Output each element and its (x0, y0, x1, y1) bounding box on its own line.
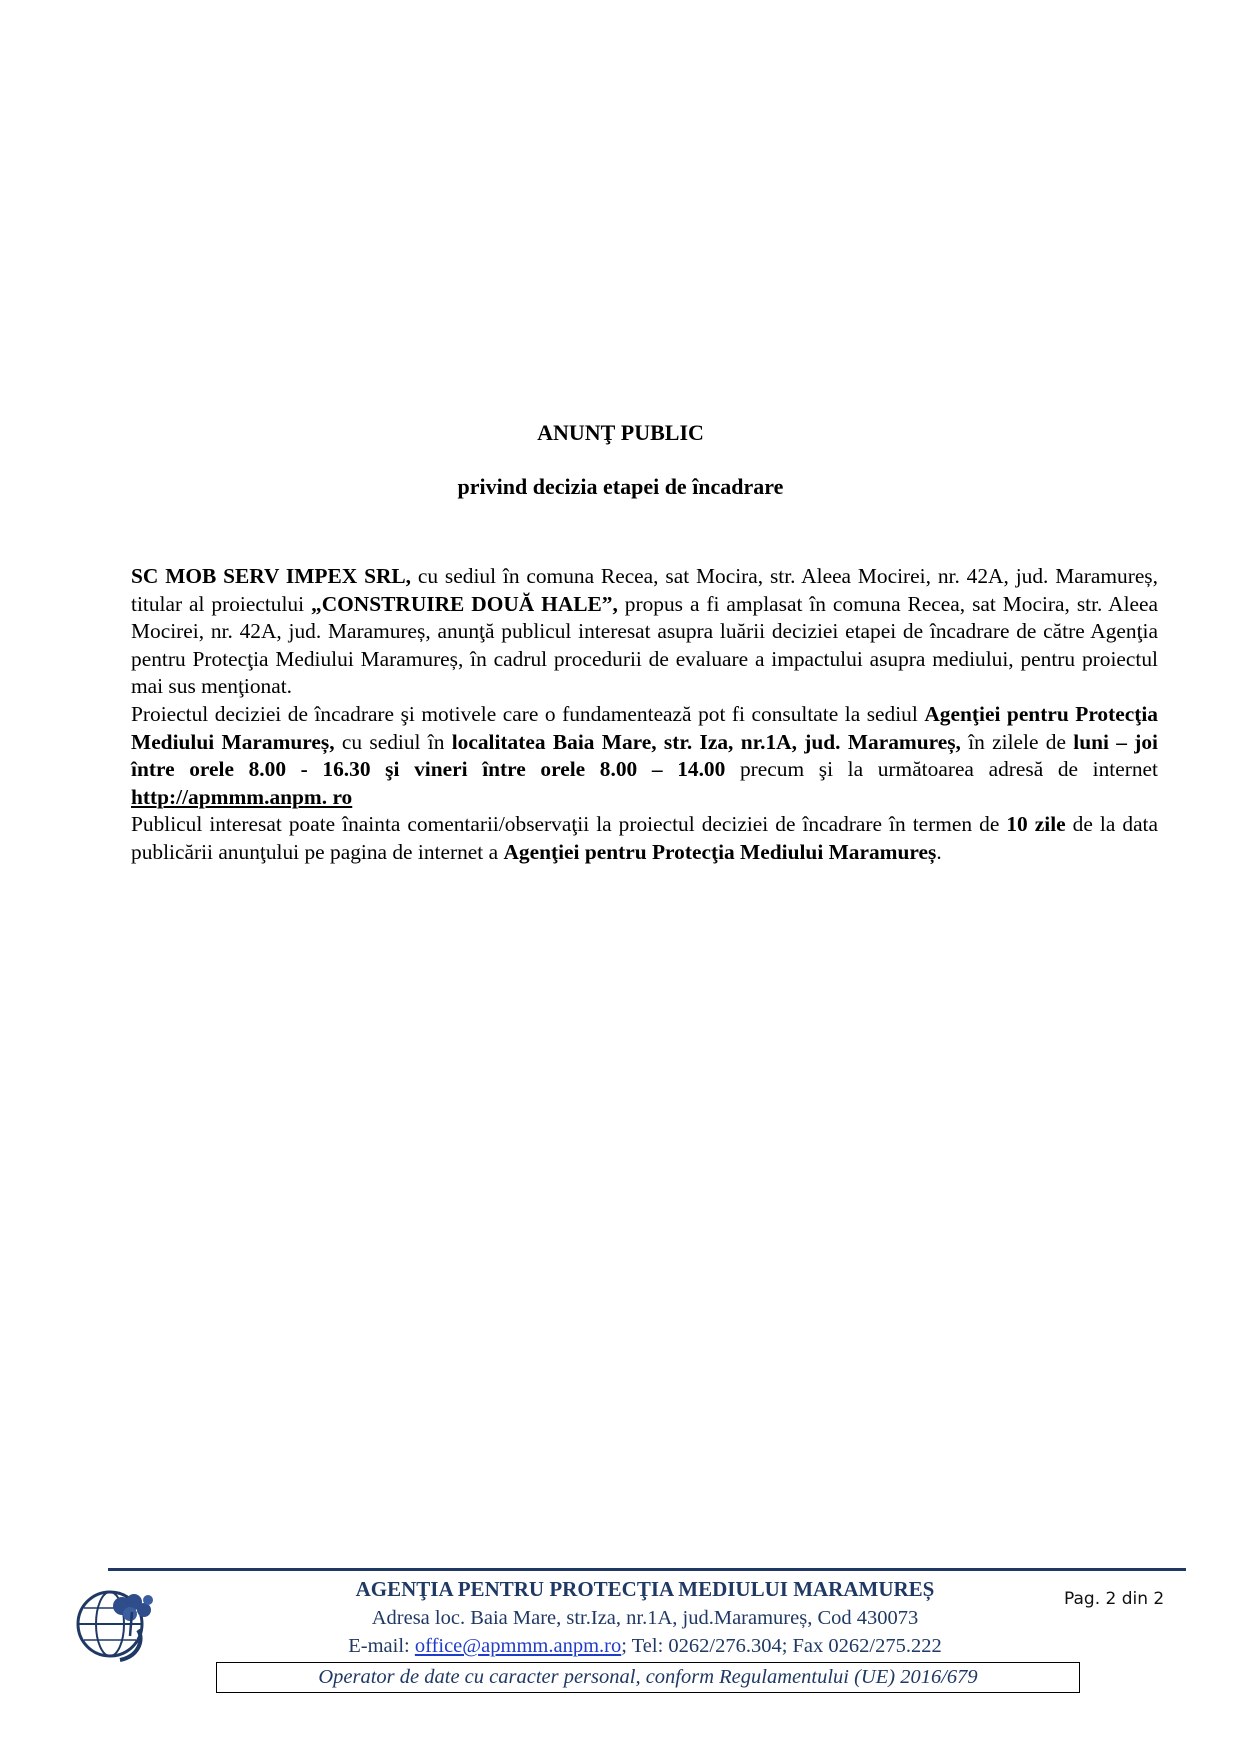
footer-contact (200, 1635, 1090, 1658)
document-title: ANUNŢ PUBLIC (537, 420, 704, 445)
p2-schedule: luni – joi între orele 8.00 - 16.30 şi vineri între orele 8.00 – 14.00 (131, 729, 1158, 782)
agency-globe-tree-logo-icon (70, 1578, 158, 1666)
email-label: E-mail: (348, 1635, 415, 1657)
paragraph-1 (131, 563, 1158, 701)
email-link[interactable]: office@apmmm.anpm.ro (414, 1635, 622, 1657)
p1-text-2: propus a fi amplasat în comuna Recea, sat Mocira, str. Aleea Mocirei, nr. 42A, jud. Maramureș, anunţă publicul interesat asupra luării deciziei etapei de încadrare de către Agenţia pentru Protecţia Mediului Maramureș, în cadrul procedurii de evaluare a impactului asupra mediului, pentru proiectul mai sus menţionat. (131, 591, 1159, 699)
paragraph-2 (131, 701, 1158, 811)
project-name: „CONSTRUIRE DOUĂ HALE”, (311, 591, 618, 616)
p3-days: 10 zile (1006, 812, 1066, 837)
phone-fax: ; Tel: 0262/276.304; Fax 0262/275.222 (621, 1635, 942, 1657)
footer-organization: AGENŢIA PENTRU PROTECŢIA MEDIULUI MARAMUREȘ (355, 1577, 935, 1601)
footer-address: Adresa loc. Baia Mare, str.Iza, nr.1A, jud.Maramureș, Cod 430073 (371, 1607, 919, 1629)
data-operator-notice: Operator de date cu caracter personal, conform Regulamentului (UE) 2016/679 (216, 1662, 1080, 1693)
page-number: Pag. 2 din 2 (1064, 1589, 1165, 1609)
company-name: SC MOB SERV IMPEX SRL, (131, 564, 412, 588)
p1-text-1: cu sediul în comuna Recea, sat Mocira, str. Aleea Mocirei, nr. 42A, jud. Maramureș, titular al proiectului (131, 564, 1158, 616)
p2-text-2: cu sediul în (334, 729, 452, 754)
paragraph-3 (131, 811, 1158, 866)
document-subtitle: privind decizia etapei de încadrare (457, 474, 784, 499)
p2-location: localitatea Baia Mare, str. Iza, nr.1A, jud. Maramureș, (451, 729, 961, 754)
p3-text-1: Publicul interesat poate înainta comentarii/observaţii la proiectul deciziei de încadrare în termen de (131, 812, 1007, 837)
footer-divider (108, 1568, 1186, 1571)
p3-text-3: . (936, 839, 942, 864)
announcement-body (131, 563, 1158, 867)
website-link[interactable]: http://apmmm.anpm. ro (131, 784, 353, 809)
p2-text-3: în zilele de (960, 729, 1074, 754)
p2-text-1: Proiectul deciziei de încadrare şi motivele care o fundamentează pot fi consultate la sediul (131, 701, 925, 726)
p2-agency: Agenţiei pentru Protecţia Mediului Maramureș, (131, 701, 1158, 754)
p2-text-4: precum şi la următoarea adresă de internet (725, 757, 1158, 782)
p3-agency: Agenţiei pentru Protecţia Mediului Maramureș (503, 839, 937, 864)
p3-text-2: de la data publicării anunţului pe pagina de internet a (131, 812, 1158, 864)
